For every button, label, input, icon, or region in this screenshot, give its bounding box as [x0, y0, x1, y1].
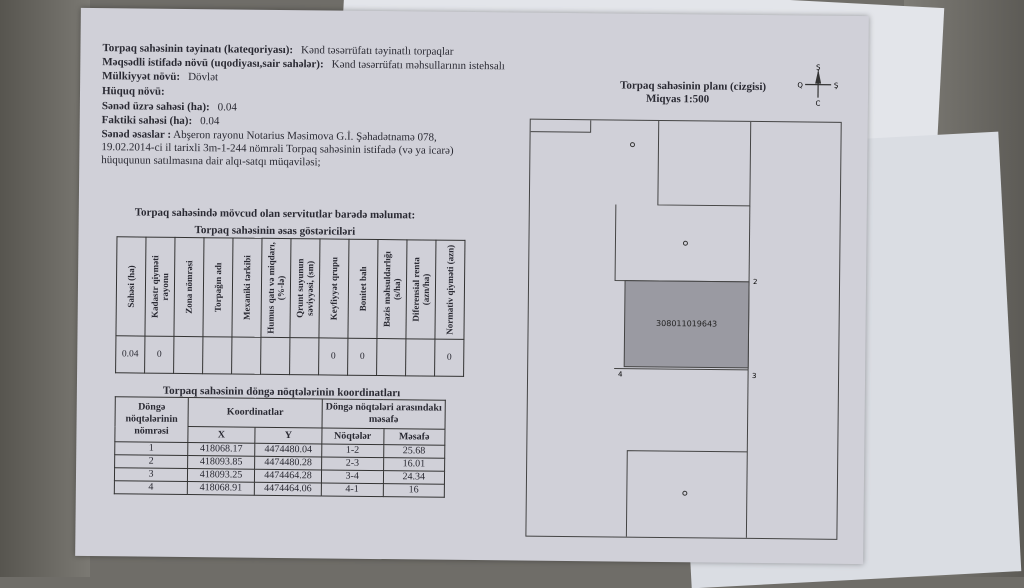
- compass-south: C: [815, 100, 820, 108]
- cadastral-document: [75, 8, 869, 564]
- compass-north: Ş: [816, 64, 821, 72]
- plan-title: Torpaq sahəsinin planı (cizgisi): [620, 80, 766, 95]
- plan-drawing: [526, 120, 840, 539]
- indicator-value: 0.04: [116, 336, 145, 373]
- coordinate-cell-seg: 4-1: [321, 483, 383, 497]
- servitude-title: Torpaq sahəsində mövcud olan servitutlar barədə məlumat:: [135, 206, 416, 222]
- x-header: X: [188, 427, 255, 444]
- segment-header: Nöqtələr: [322, 428, 384, 445]
- indicator-header: [319, 239, 349, 338]
- plan-line: [614, 368, 748, 369]
- indicator-header: [145, 237, 175, 336]
- indicator-header: [232, 238, 262, 337]
- basis-block: [101, 128, 461, 171]
- coordinate-cell-n: 2: [115, 455, 188, 469]
- point-label-2: 2: [753, 278, 758, 286]
- plan-marker: [683, 491, 687, 495]
- indicator-value: [203, 337, 232, 374]
- category-value: Kənd təsərrüfatı təyinatlı torpaqlar: [301, 44, 454, 58]
- coordinate-cell-seg: 1-2: [322, 444, 384, 458]
- indicators-title: Torpaq sahəsinin əsas göstəriciləri: [194, 224, 355, 239]
- coordinate-cell-n: 4: [114, 481, 187, 495]
- indicator-value: [377, 339, 406, 376]
- coordinates-table: [114, 396, 446, 497]
- parcel-plan: [525, 119, 841, 540]
- compass-east: Ş: [834, 82, 839, 90]
- coordinate-cell-y: 4474464.28: [254, 469, 321, 483]
- indicator-header: [377, 240, 407, 339]
- indicator-header-text: Bazis məhsuldarlığı (s/ha): [381, 243, 402, 335]
- indicator-header-text: Humus qatı və miqdarı, (%-lə): [265, 242, 286, 334]
- coordinate-cell-x: 418093.85: [188, 456, 255, 470]
- right-line: [102, 85, 173, 99]
- basis-label: Sənəd əsaslar :: [102, 128, 172, 141]
- indicator-header-text: Mexaniki tərkibi: [241, 242, 252, 334]
- coordinate-cell-len: 16: [383, 484, 445, 498]
- indicators-table: [115, 236, 465, 377]
- indicator-header: [116, 237, 146, 336]
- indicator-header-text: Kadastr qiyməti rayonu: [149, 241, 170, 333]
- actual-area-line: [102, 114, 220, 128]
- actual-area-label: Faktiki sahəsi (ha):: [102, 114, 193, 127]
- y-header: Y: [255, 427, 322, 444]
- plan-line: [658, 121, 751, 206]
- indicator-header-text: Normativ qiyməti (azn): [444, 244, 455, 336]
- plan-scale: Miqyas 1:500: [646, 93, 709, 107]
- indicators-header-row: [116, 237, 465, 340]
- coordinate-cell-seg: 2-3: [322, 457, 384, 471]
- indicator-value: [232, 337, 261, 374]
- indicator-header-text: Torpağın adı: [212, 241, 223, 333]
- doc-area-value: 0.04: [218, 101, 237, 113]
- parcel-id: 308011019643: [656, 319, 717, 329]
- coordinate-row: [114, 481, 444, 497]
- coordinate-cell-y: 4474464.06: [254, 482, 321, 496]
- purpose-label: Məqsədli istifadə növü (uqodiyası,sair sahələr):: [102, 56, 323, 70]
- indicator-header: [435, 240, 465, 339]
- plan-line: [531, 120, 591, 133]
- point-number-header: Döngə nöqtələrinin nömrəsi: [115, 397, 188, 443]
- indicator-header-text: Bonitet balı: [357, 243, 368, 335]
- indicator-value: [174, 336, 203, 373]
- doc-area-line: [102, 100, 237, 114]
- coordinates-header: Koordinatlar: [188, 398, 322, 428]
- plan-line: [746, 206, 749, 538]
- actual-area-value: 0.04: [200, 115, 219, 127]
- indicator-value: [406, 339, 435, 376]
- indicator-header: [261, 238, 291, 337]
- coordinates-title: Torpaq sahəsinin döngə nöqtələrinin koordinatları: [163, 385, 400, 400]
- coordinate-cell-len: 16.01: [383, 458, 445, 472]
- coordinate-cell-x: 418093.25: [187, 469, 254, 483]
- compass-icon: [796, 61, 840, 107]
- point-label-4: 4: [618, 371, 623, 379]
- indicator-header: [290, 239, 320, 338]
- ownership-line: [102, 70, 218, 84]
- right-label: Hüquq növü:: [102, 85, 165, 98]
- ownership-label: Mülkiyyət növü:: [102, 70, 180, 83]
- indicator-value: 0: [319, 338, 348, 375]
- indicators-value-row: [116, 336, 464, 377]
- compass-west: Q: [797, 81, 803, 89]
- doc-area-label: Sənəd üzrə sahəsi (ha):: [102, 100, 210, 113]
- coordinate-cell-n: 3: [114, 468, 187, 482]
- indicator-header-text: Diferensial renta (azn/ha): [410, 243, 431, 335]
- category-label: Torpaq sahəsinin təyinatı (kateqoriyası):: [102, 42, 293, 56]
- plan-marker: [683, 241, 687, 245]
- coordinate-cell-len: 24.34: [383, 471, 445, 485]
- indicator-header: [174, 237, 204, 336]
- indicator-value: 0: [145, 336, 174, 373]
- indicator-header-text: Keyfiyyət qrupu: [328, 243, 339, 335]
- distance-header: Döngə nöqtələri arasındakı məsafə: [322, 399, 445, 429]
- ownership-value: Dövlət: [188, 71, 218, 83]
- indicator-value: [290, 338, 319, 375]
- indicator-header: [406, 240, 436, 339]
- coordinate-cell-y: 4474480.28: [255, 456, 322, 470]
- indicator-header: [203, 238, 233, 337]
- coordinate-cell-n: 1: [115, 442, 188, 456]
- basis-value: Abşeron rayonu Notarius Məsimova G.İ. Şəhadətnamə 078, 19.02.2014-ci il tarixli 3m-1-244 nömrəli Torpaq sahəsinin istifadə (və ya icarə) hüququnun satılmasına dair alqı-satqı müqaviləsi;: [101, 129, 453, 169]
- indicator-header-text: Sahəsi (ha): [125, 240, 136, 332]
- indicator-value: 0: [435, 339, 464, 376]
- coordinate-cell-y: 4474480.04: [255, 443, 322, 457]
- indicator-header: [348, 239, 378, 338]
- plan-line: [615, 205, 750, 282]
- point-label-3: 3: [752, 372, 757, 380]
- plan-marker: [630, 143, 634, 147]
- length-header: Məsafə: [383, 429, 445, 446]
- coordinate-cell-len: 25.68: [383, 445, 445, 459]
- indicator-header-text: Zona nömrəsi: [183, 241, 194, 333]
- coordinate-cell-x: 418068.91: [187, 482, 254, 496]
- coordinate-cell-x: 418068.17: [188, 443, 255, 457]
- purpose-value: Kənd təsərrüfatı məhsullarının istehsalı: [332, 59, 505, 73]
- indicator-value: [261, 337, 290, 374]
- indicator-value: 0: [348, 338, 377, 375]
- coordinate-cell-seg: 3-4: [321, 470, 383, 484]
- indicator-header-text: Qrunt suyunun səviyyəsi, (sm): [294, 242, 315, 334]
